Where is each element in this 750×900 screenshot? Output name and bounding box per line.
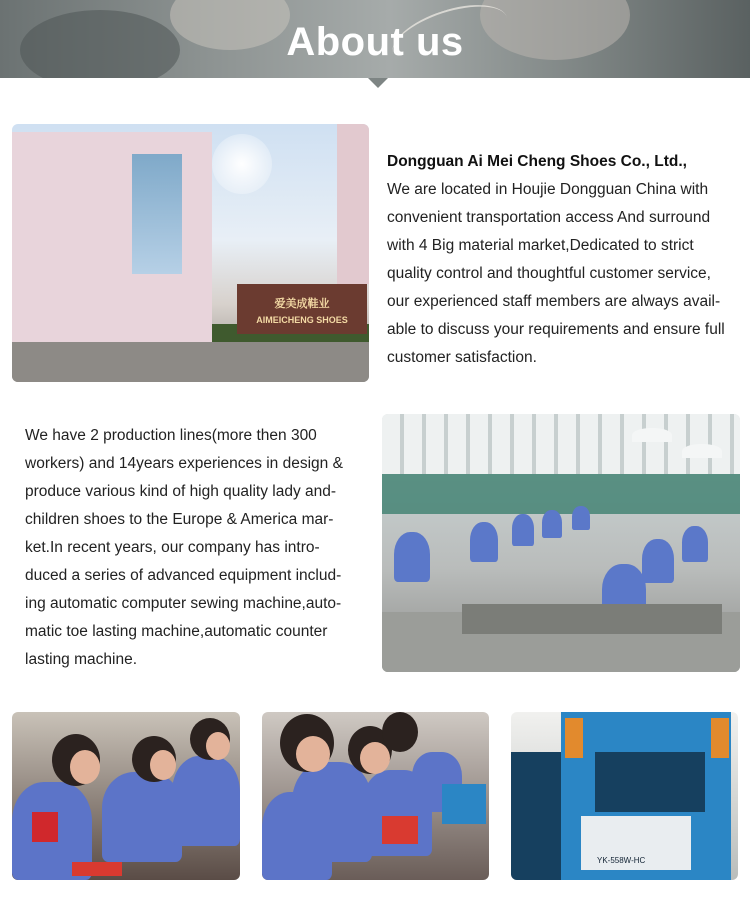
lasting-machine-photo xyxy=(511,712,738,880)
workers-photo-2 xyxy=(262,712,489,880)
workers-photo-1 xyxy=(12,712,240,880)
production-floor-photo xyxy=(382,414,740,672)
company-name: Dongguan Ai Mei Cheng Shoes Co., Ltd., xyxy=(387,153,687,170)
factory-building-photo xyxy=(12,124,369,382)
production-line: workers) and 14years experiences in design & xyxy=(25,455,343,472)
production-line: duced a series of advanced equipment includ- xyxy=(25,567,342,584)
intro-line: convenient transportation access And surround xyxy=(387,209,711,226)
intro-line: our experienced staff members are always avail- xyxy=(387,293,721,310)
intro-line: with 4 Big material market,Dedicated to strict xyxy=(387,237,694,254)
about-banner xyxy=(0,0,750,78)
intro-line: We are located in Houjie Dongguan China with xyxy=(387,181,709,198)
production-line: children shoes to the Europe & America mar- xyxy=(25,511,334,528)
production-line: ing automatic computer sewing machine,auto- xyxy=(25,595,342,612)
production-line: ket.In recent years, our company has intro- xyxy=(25,539,320,556)
building-sign: 爱美成鞋业 AIMEICHENG SHOES xyxy=(256,298,348,325)
production-line: We have 2 production lines(more then 300 xyxy=(25,427,317,444)
intro-line: customer satisfaction. xyxy=(387,349,537,366)
production-line: matic toe lasting machine,automatic counter xyxy=(25,623,328,640)
intro-line: quality control and thoughtful customer service, xyxy=(387,265,711,282)
production-line: lasting machine. xyxy=(25,651,138,668)
intro-line: able to discuss your requirements and ensure full xyxy=(387,321,725,338)
company-intro-text xyxy=(387,148,742,372)
machine-label: YK-558W-HC xyxy=(597,856,646,865)
production-text xyxy=(25,422,365,674)
banner-notch xyxy=(368,78,388,88)
production-line: produce various kind of high quality lady and- xyxy=(25,483,337,500)
page-title: About us xyxy=(286,20,464,64)
